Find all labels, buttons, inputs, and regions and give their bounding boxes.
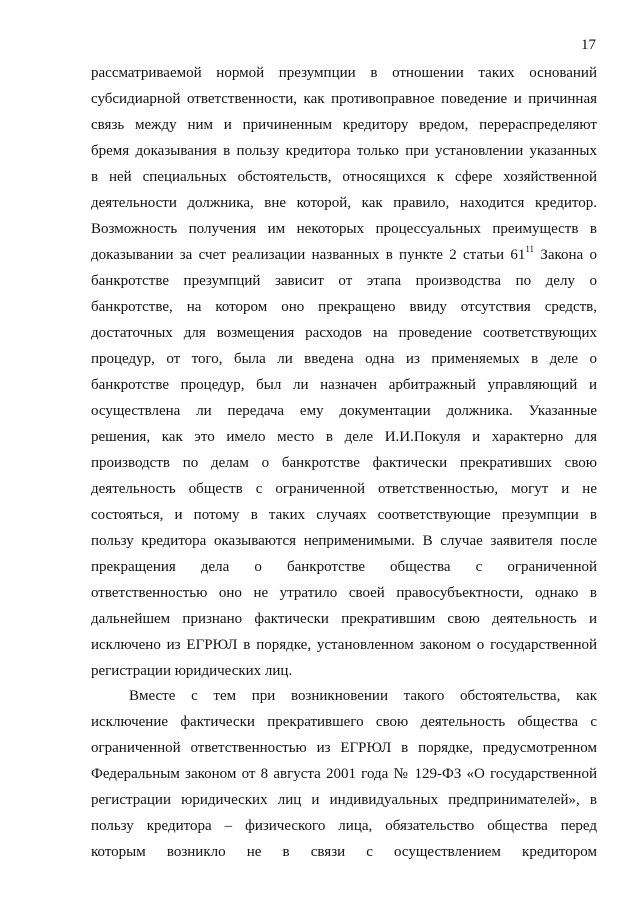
superscript-article-number: 11: [525, 244, 535, 254]
text-line: деятельность обществ с ограниченной ответственностью, могут и не: [91, 481, 597, 497]
text-line: регистрации юридических лиц.: [91, 663, 293, 679]
text-line: рассматриваемой нормой презумпции в отношении таких оснований: [91, 65, 597, 81]
text-line: ответственностью оно не утратило своей правосубъектности, однако в: [91, 585, 597, 601]
text-line: деятельности должника, вне которой, как правило, находится кредитор.: [91, 195, 597, 211]
text-line: в ней специальных обстоятельств, относящихся к сфере хозяйственной: [91, 169, 597, 185]
text-line: Возможность получения им некоторых процессуальных преимуществ в: [91, 221, 597, 237]
text-line: осуществлена ли передача ему документации должника. Указанные: [91, 403, 597, 419]
text-line: бремя доказывания в пользу кредитора только при установлении указанных: [91, 143, 597, 159]
text-line: процедур, от того, была ли введена одна из применяемых в деле о: [91, 351, 597, 367]
text-line: пользу кредитора оказываются неприменимыми. В случае заявителя после: [91, 533, 597, 549]
text-line: банкротстве презумпций зависит от этапа производства по делу о: [91, 273, 597, 289]
text-line: достаточных для возмещения расходов на проведение соответствующих: [91, 325, 597, 341]
page-number: 17: [581, 37, 596, 53]
text-line: Вместе с тем при возникновении такого обстоятельства, как: [129, 688, 597, 704]
text-fragment: Закона о: [534, 247, 597, 263]
text-line: производств по делам о банкротстве фактически прекративших свою: [91, 455, 597, 471]
text-line: банкротстве, на котором оно прекращено ввиду отсутствия средств,: [91, 299, 597, 315]
text-line: Федеральным законом от 8 августа 2001 года № 129-ФЗ «О государственной: [91, 766, 597, 782]
text-line: состояться, и потому в таких случаях соответствующие презумпции в: [91, 507, 597, 523]
text-fragment: доказывании за счет реализации названных в пункте 2 статьи 61: [91, 247, 526, 263]
text-line: банкротстве процедур, был ли назначен арбитражный управляющий и: [91, 377, 597, 393]
text-line: субсидиарной ответственности, как противоправное поведение и причинная: [91, 91, 597, 107]
text-line: решения, как это имело место в деле И.И.Покуля и характерно для: [91, 429, 597, 445]
text-line: ограниченной ответственностью из ЕГРЮЛ в порядке, предусмотренном: [91, 740, 597, 756]
paragraph-2: [91, 683, 597, 865]
text-line: связь между ним и причиненным кредитору вредом, перераспределяют: [91, 117, 597, 133]
text-line-with-superscript: [91, 242, 597, 268]
text-line: которым возникло не в связи с осуществлением кредитором: [91, 844, 597, 860]
text-line: регистрации юридических лиц и индивидуальных предпринимателей», в: [91, 792, 597, 808]
text-line: пользу кредитора – физического лица, обязательство общества перед: [91, 818, 597, 834]
text-line: дальнейшем признано фактически прекратившим свою деятельность и: [91, 611, 597, 627]
text-line: прекращения дела о банкротстве общества с ограниченной: [91, 559, 597, 575]
text-line: исключение фактически прекратившего свою деятельность общества с: [91, 714, 597, 730]
text-line: исключено из ЕГРЮЛ в порядке, установленном законом о государственной: [91, 637, 597, 653]
paragraph-1: [91, 60, 597, 684]
